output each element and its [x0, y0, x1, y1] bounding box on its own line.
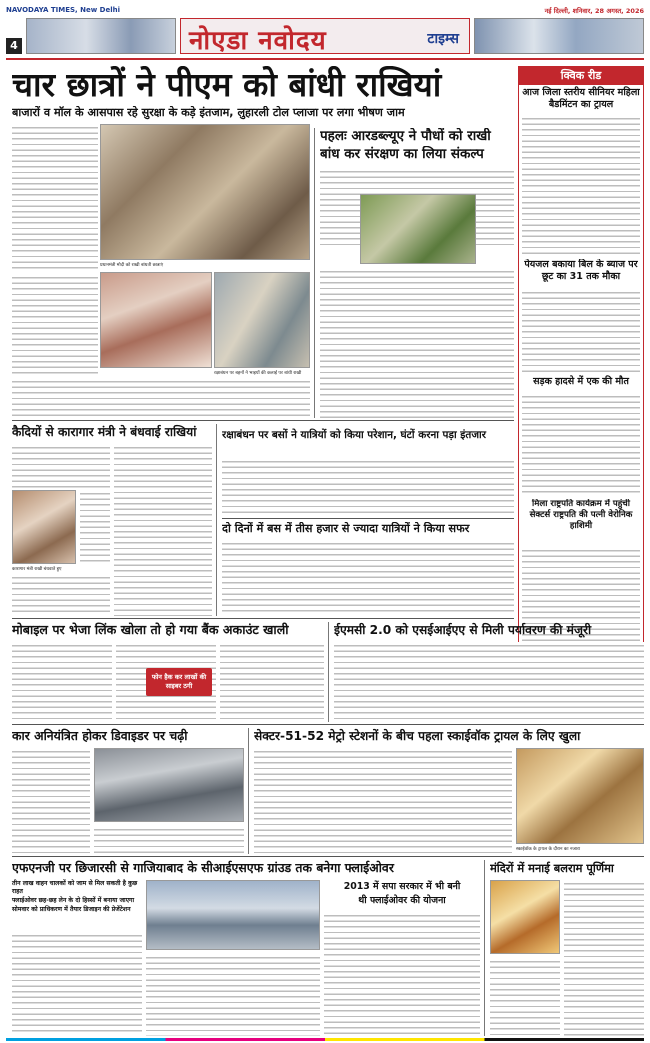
registration-strip — [6, 1038, 644, 1041]
lead-deck: बाजारों व मॉल के आसपास रहे सुरक्षा के कड़े इंतजाम, लुहारली टोल प्लाजा पर लगा भीषण जाम — [12, 106, 405, 119]
column-divider-5 — [484, 860, 485, 1036]
quick-read-sidebar — [518, 66, 644, 662]
temple-body-2 — [490, 958, 560, 1036]
jail-headline: कैदियों से कारागार मंत्री ने बंधवाई राखियां — [12, 425, 197, 439]
masthead-rule — [6, 58, 644, 60]
column-divider-3 — [328, 622, 329, 722]
emc-body — [334, 642, 644, 722]
masthead-photo-left — [26, 18, 176, 54]
flyover-bullets — [12, 880, 142, 928]
flyover-body-1 — [12, 932, 142, 1036]
flyover-bullet: सोमवार को प्राधिकरण में तैयार डिजाइन की प्रेजेंटेशन — [12, 906, 131, 913]
lead-photo2-caption: रक्षाबंधन पर बहनों ने भाइयों की कलाई पर बांधी राखी — [214, 371, 302, 376]
flyover-photo — [146, 880, 320, 950]
sidebar-item-2-headline: सड़क हादसे में एक की मौत — [533, 376, 629, 387]
passengers-headline: दो दिनों में बस में तीस हजार से ज्यादा यात्रियों ने किया सफर — [222, 522, 470, 535]
plant-headline-1: पहलः आरडब्ल्यूए ने पौधों को राखी — [320, 128, 491, 144]
bank-headline: मोबाइल पर भेजा लिंक खोला तो हो गया बैंक अकाउंट खाली — [12, 622, 289, 637]
flyover-bullet: फ्लाईओवर छह-छह लेन के दो हिस्सों में बनाया जाएगा — [12, 897, 135, 904]
flyover-subhead-1: 2013 में सपा सरकार में भी बनी — [343, 881, 461, 892]
column-divider — [314, 128, 315, 418]
car-body-1 — [12, 748, 90, 854]
date-line: नई दिल्ली, शनिवार, 28 अगस्त, 2026 — [544, 7, 644, 15]
lead-body-col2 — [12, 274, 98, 374]
flyover-bullet: तीन लाख वाहन चालकों को जाम से मिल सकती है कुछ राहत — [12, 880, 138, 895]
publication-line: NAVODAYA TIMES, New Delhi — [6, 6, 120, 14]
jail-photo — [12, 490, 76, 564]
emc-headline: ईएमसी 2.0 को एसईआईएए से मिली पर्यावरण की मंजूरी — [334, 623, 592, 637]
metro-body — [254, 748, 512, 854]
sidebar-item-1-body — [522, 289, 640, 373]
sidebar-item-0-headline: आज जिला स्तरीय सीनियर महिला बैडमिंटन का ट्रायल — [522, 87, 640, 110]
plant-headline-2: बांध कर संरक्षण का लिया संकल्प — [320, 146, 484, 162]
sidebar-item-3-headline: मिला राष्ट्रपति कार्यक्रम में पहुंची सेक्टर्स राष्ट्रपति की पत्नी वेरोनिक हाशिमी — [529, 499, 633, 531]
sidebar-item-2-body — [522, 393, 640, 497]
section-rule-1 — [12, 420, 514, 421]
section-rule-4 — [12, 856, 644, 857]
lead-body-col3 — [12, 378, 310, 416]
section-rule-bus — [222, 518, 514, 519]
bank-callout-box — [146, 668, 212, 696]
jail-body-4 — [114, 444, 212, 616]
page-number: 4 — [6, 38, 22, 54]
jail-photo-caption: कारागार मंत्री राखी बंधवाते हुए — [12, 567, 62, 572]
sidebar-title: क्विक रीड — [519, 67, 643, 85]
metro-photo — [516, 748, 644, 844]
lead-photo-3 — [214, 272, 310, 368]
section-rule-3 — [12, 724, 644, 725]
bus-body — [222, 458, 514, 516]
plant-body-2 — [320, 268, 514, 418]
lead-headline: चार छात्रों ने पीएम को बांधी राखियां — [12, 66, 442, 104]
flyover-headline: एफएनजी पर छिजारसी से गाजियाबाद के सीआईएसएफ ग्रांउड तक बनेगा फ्लाईओवर — [12, 860, 394, 875]
sidebar-item-3-body — [522, 547, 640, 657]
passengers-body — [222, 540, 514, 616]
masthead — [6, 4, 644, 56]
masthead-logo-block — [180, 18, 470, 54]
metro-headline: सेक्टर-51-52 मेट्रो स्टेशनों के बीच पहला स्काईवॉक ट्रायल के लिए खुला — [254, 729, 581, 743]
jail-body-2 — [80, 490, 110, 564]
logo-suffix: टाइम्स — [427, 31, 459, 47]
flyover-subhead-2: थी फ्लाईओवर की योजना — [358, 895, 446, 906]
metro-photo-caption: स्काईवॉक के ट्रायल के दौरान का नजारा — [516, 847, 580, 852]
sidebar-item-1-headline: पेयजल बकाया बिल के ब्याज पर छूट का 31 तक मौका — [524, 259, 638, 282]
temple-body-1 — [564, 880, 644, 1036]
car-photo — [94, 748, 244, 822]
bank-body-3 — [220, 642, 324, 722]
jail-body-3 — [12, 574, 110, 616]
temple-photo — [490, 880, 560, 954]
masthead-photo-right — [474, 18, 644, 54]
column-divider-2 — [216, 424, 217, 616]
temple-headline: मंदिरों में मनाई बलराम पूर्णिमा — [490, 861, 614, 875]
plant-photo — [360, 194, 476, 264]
flyover-body-2 — [146, 954, 320, 1036]
bank-body-1 — [12, 642, 112, 722]
sidebar-item-0-body — [522, 115, 640, 257]
section-rule-2 — [12, 618, 514, 619]
bank-callout: फोन हैक कर लाखों की साइबर ठगी — [151, 673, 207, 690]
column-divider-4 — [248, 728, 249, 854]
car-headline: कार अनियंत्रित होकर डिवाइडर पर चढ़ी — [12, 728, 188, 743]
bus-headline: रक्षाबंधन पर बसों ने यात्रियों को किया परेशान, घंटों करना पड़ा इंतजार — [222, 429, 486, 441]
logo-hindi: नोएडा नवोदय — [189, 26, 327, 56]
lead-body-col1 — [12, 124, 98, 272]
car-body-2 — [94, 826, 244, 854]
flyover-body-3 — [324, 912, 480, 1036]
lead-photo-caption: प्रधानमंत्री मोदी को राखी बांधती छात्राएं — [100, 263, 164, 268]
jail-body-1 — [12, 444, 110, 488]
lead-photo — [100, 124, 310, 260]
lead-photo-2 — [100, 272, 212, 368]
